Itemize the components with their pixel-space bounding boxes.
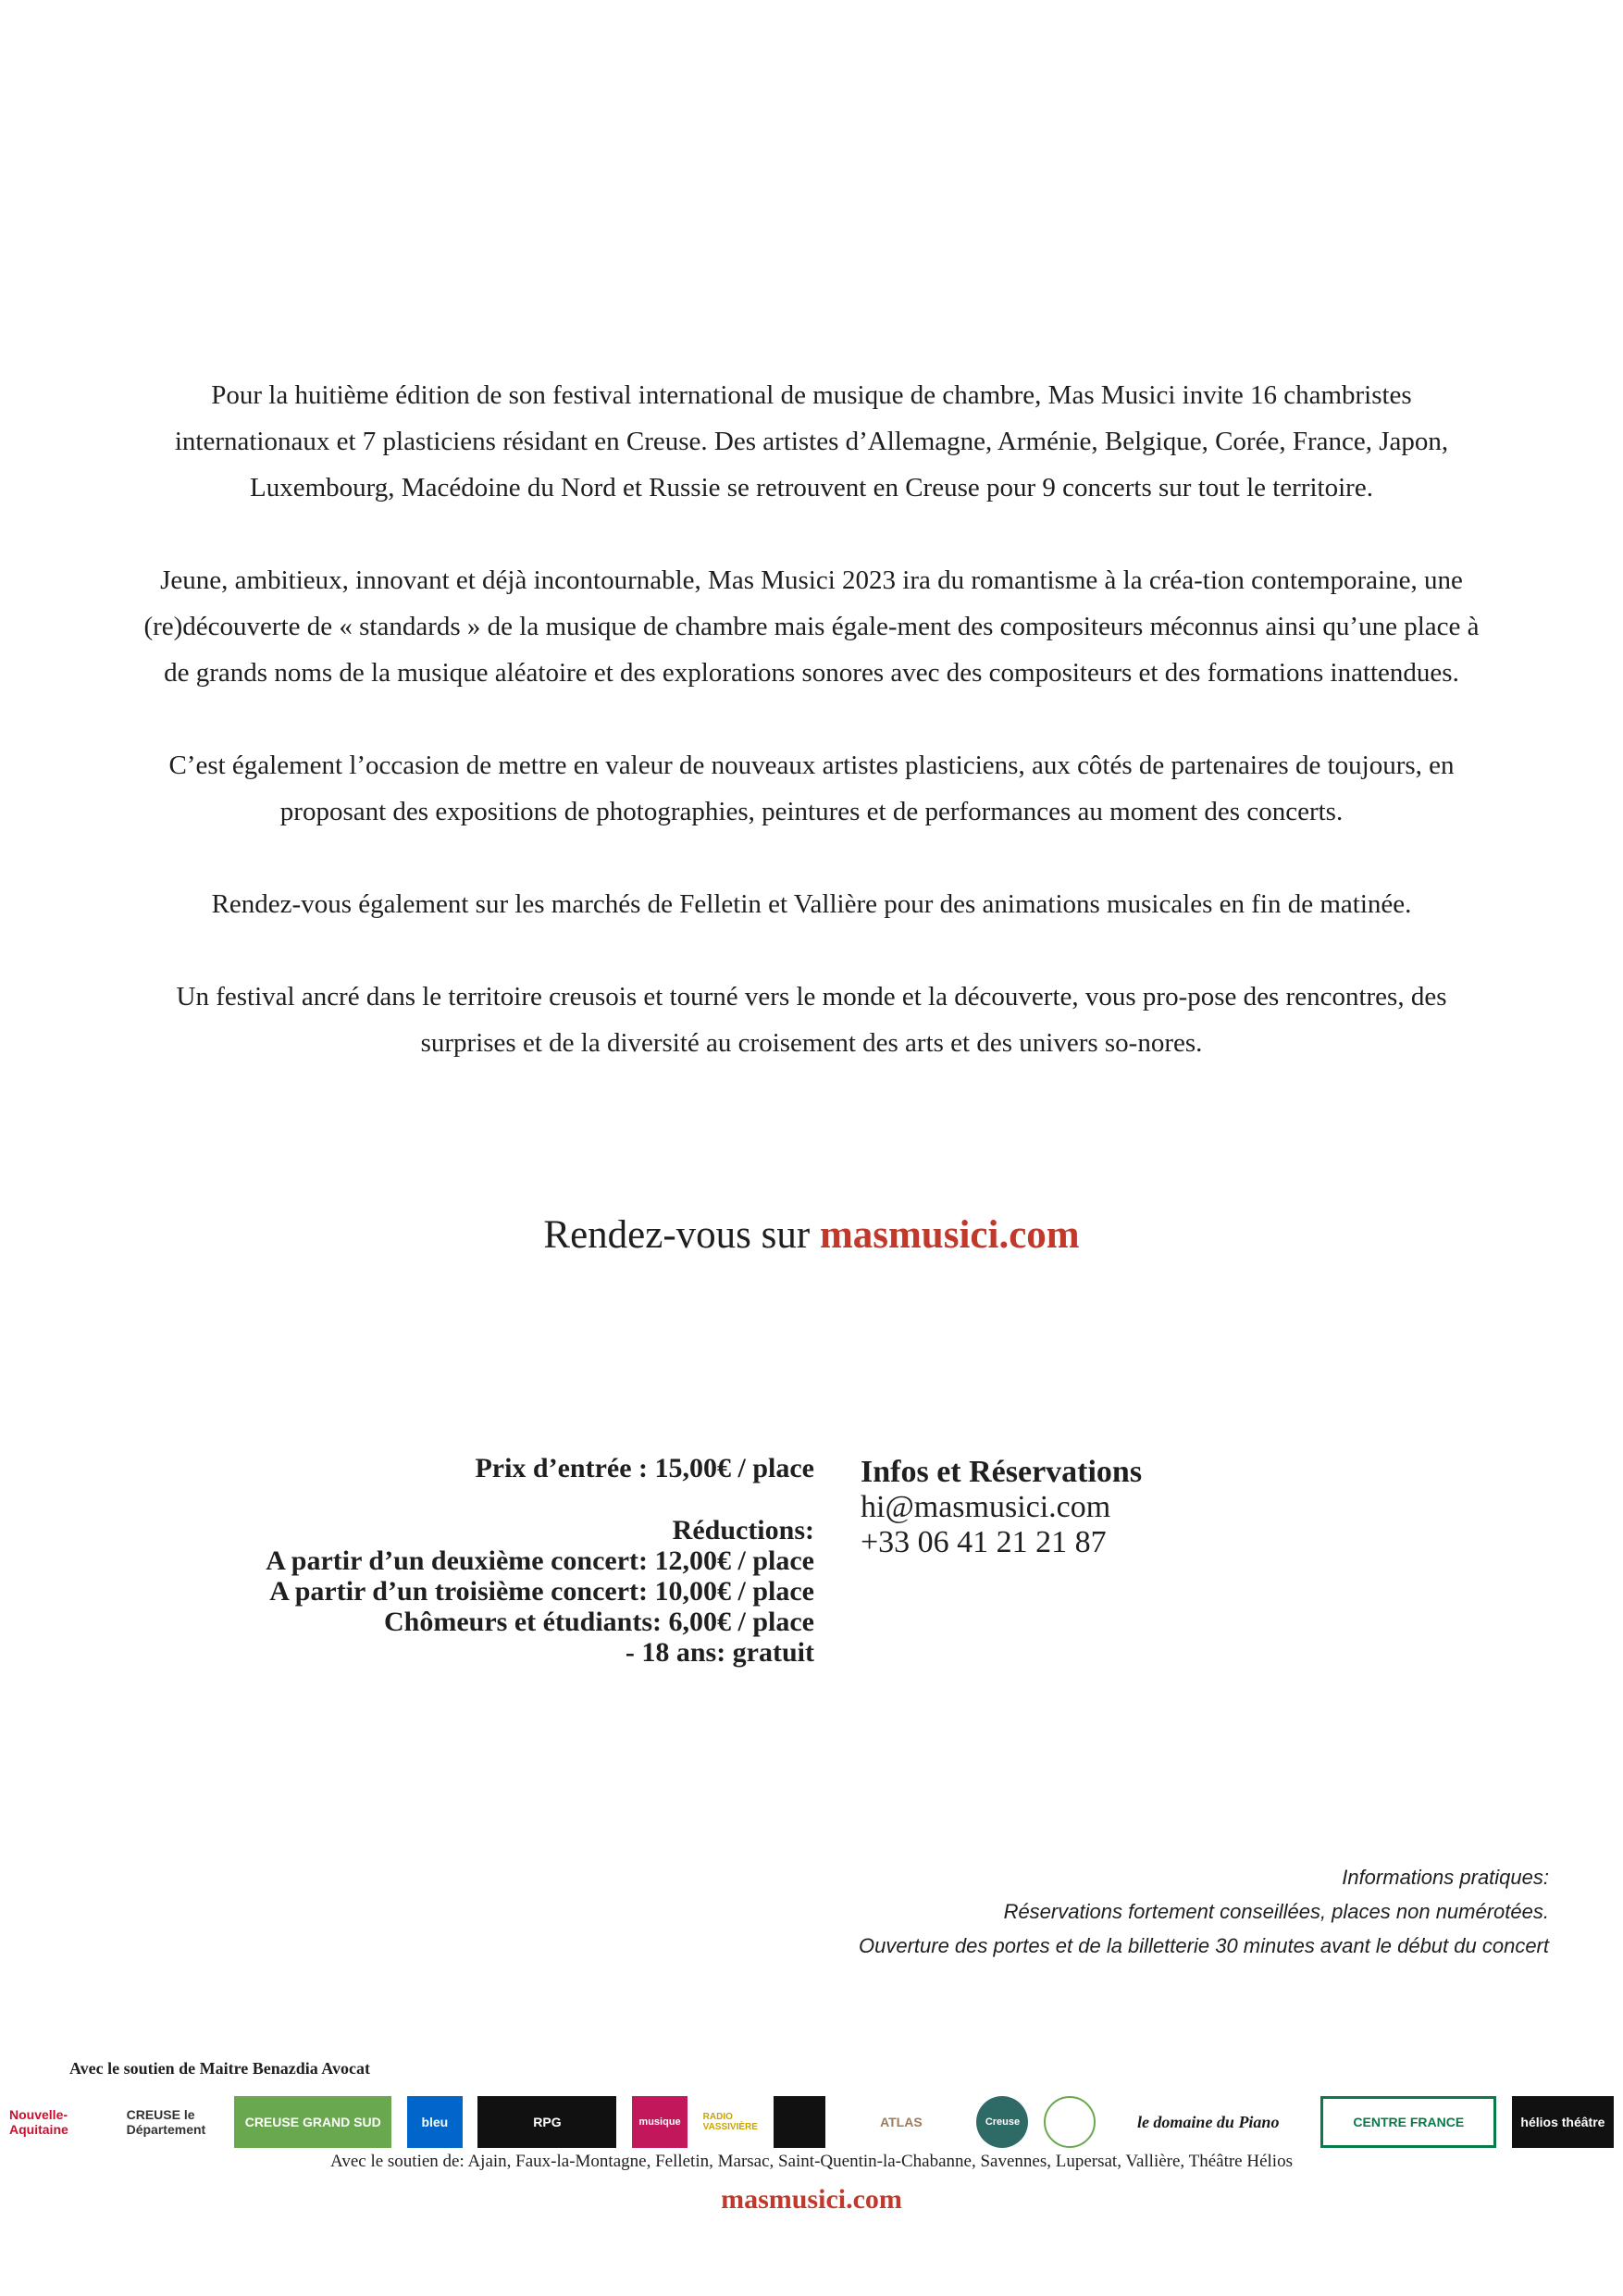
footer-url[interactable]: masmusici.com bbox=[721, 2184, 902, 2215]
infos-title: Infos et Réservations bbox=[861, 1455, 1143, 1489]
domaine-du-piano-logo: le domaine du Piano bbox=[1136, 2112, 1280, 2131]
reductions-title: Réductions: bbox=[672, 1515, 814, 1545]
practical-line: Réservations fortement conseillées, places non numérotées. bbox=[1003, 1900, 1549, 1923]
intro-text bbox=[143, 372, 1480, 1112]
reduction-item: - 18 ans: gratuit bbox=[625, 1637, 814, 1668]
intro-paragraph-5: Un festival ancré dans le territoire creusois et tourné vers le monde et la découverte, vous pro-pose des rencontres, des surprises et de la diversité au croisement des arts et des univers so-nores. bbox=[176, 982, 1447, 1058]
radio-vassiviere-logo: RADIO VASSIVIÈRE bbox=[702, 2112, 758, 2132]
website-cta bbox=[0, 1212, 1623, 1258]
infos-block bbox=[861, 1455, 1416, 1560]
intro-paragraph-1: Pour la huitième édition de son festival international de musique de chambre, Mas Musici invite 16 chambristes internationaux et 7 plasticiens résidant en Creuse. Des artistes d’Allemagne, Arménie, Belgique, Corée, France, Japon, Luxembourg, Macédoine du Nord et Russie se retrouvent en Creuse pour 9 concerts sur tout le territoire. bbox=[174, 380, 1449, 503]
france-musique-logo: musique bbox=[632, 2096, 688, 2148]
reduction-item: Chômeurs et étudiants: 6,00€ / place bbox=[384, 1607, 814, 1637]
practical-info bbox=[531, 1860, 1549, 1963]
les-logo bbox=[774, 2096, 825, 2148]
cta-prefix: Rendez-vous sur bbox=[543, 1213, 820, 1257]
cta-link[interactable]: masmusici.com bbox=[819, 1213, 1080, 1257]
infos-phone[interactable]: +33 06 41 21 21 87 bbox=[861, 1525, 1107, 1559]
entry-price: Prix d’entrée : 15,00€ / place bbox=[475, 1453, 814, 1483]
helios-logo: hélios théâtre bbox=[1512, 2096, 1614, 2148]
reduction-item: A partir d’un deuxième concert: 12,00€ / place bbox=[266, 1545, 814, 1576]
intro-paragraph-3: C’est également l’occasion de mettre en valeur de nouveaux artistes plasticiens, aux côtés de partenaires de toujours, en proposant des expositions de photographies, peintures et de performances au moment des concerts. bbox=[168, 751, 1455, 826]
creuse-grand-sud-logo: CREUSE GRAND SUD bbox=[234, 2096, 391, 2148]
credit-agricole-logo: CENTRE FRANCE bbox=[1320, 2096, 1496, 2148]
intro-paragraph-4: Rendez-vous également sur les marchés de Felletin et Vallière pour des animations musicales en fin de matinée. bbox=[211, 889, 1412, 919]
green-badge-logo bbox=[1044, 2096, 1096, 2148]
creuse-logo: Creuse bbox=[976, 2096, 1028, 2148]
support-bottom: Avec le soutien de: Ajain, Faux-la-Montagne, Felletin, Marsac, Saint-Quentin-la-Chabanne, Savennes, Lupersat, Vallière, Théâtre Hélios bbox=[330, 2152, 1293, 2171]
intro-paragraph-2: Jeune, ambitieux, innovant et déjà incontournable, Mas Musici 2023 ira du romantisme à la créa-tion contemporaine, une (re)découverte de « standards » de la musique de chambre mais égale-ment des compositeurs méconnus ainsi qu’une place à de grands noms de la musique aléatoire et des explorations sonores avec des compositeurs et des formations inattendues. bbox=[143, 565, 1480, 688]
practical-line: Ouverture des portes et de la billetterie 30 minutes avant le début du concert bbox=[859, 1934, 1549, 1957]
prices-block bbox=[185, 1453, 814, 1668]
support-top: Avec le soutien de Maitre Benazdia Avocat bbox=[69, 2059, 370, 2078]
practical-title: Informations pratiques: bbox=[1342, 1866, 1549, 1889]
rpg-logo: RPG bbox=[477, 2096, 616, 2148]
creuse-departement-logo: CREUSE le Département bbox=[126, 2107, 206, 2137]
reduction-item: A partir d’un troisième concert: 10,00€ / place bbox=[269, 1576, 814, 1607]
infos-email[interactable]: hi@masmusici.com bbox=[861, 1490, 1111, 1524]
atlas-logo: ATLAS bbox=[880, 2115, 923, 2129]
nouvelle-aquitaine-logo: Nouvelle-Aquitaine bbox=[9, 2107, 68, 2137]
france-bleu-logo: bleu bbox=[407, 2096, 463, 2148]
sponsor-logos bbox=[9, 2090, 1614, 2154]
